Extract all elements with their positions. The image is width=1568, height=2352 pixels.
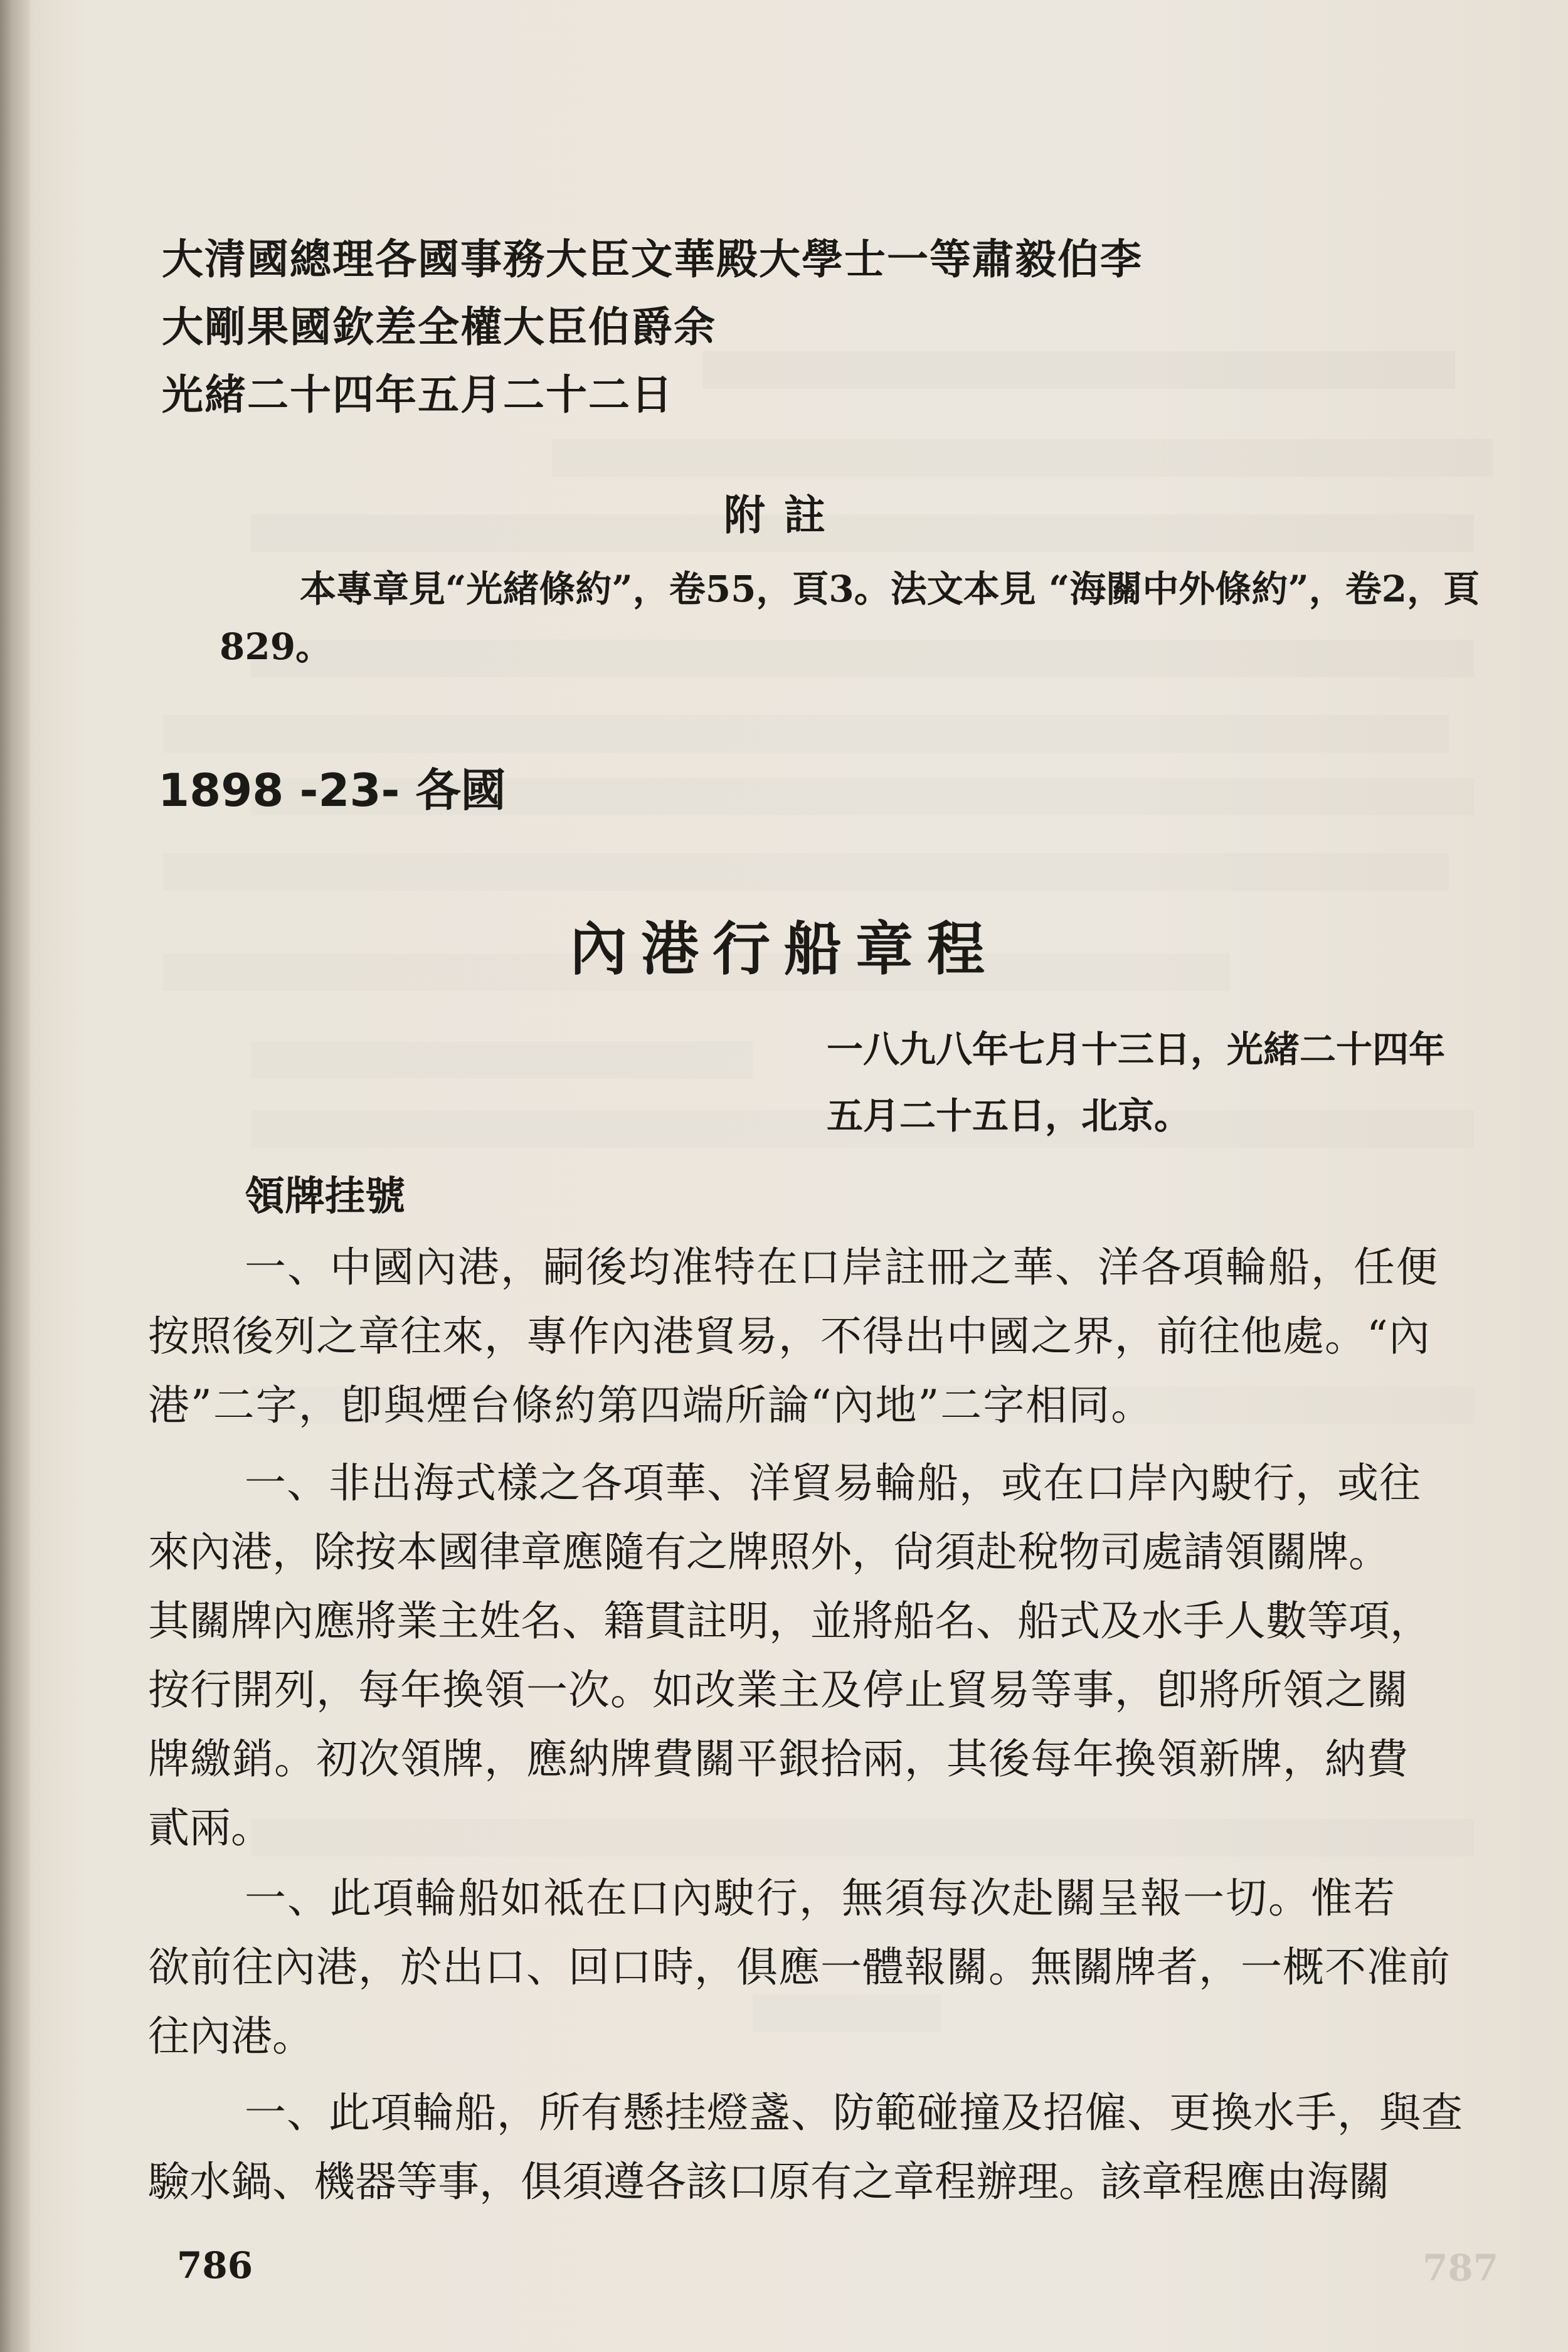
note-line-1: 本專章見“光緒條約”，卷55，頁3。法文本見 “海關中外條約”，卷2，頁 bbox=[300, 568, 1480, 610]
treaty-title: 內港行船章程 bbox=[569, 915, 999, 983]
page-number: 786 bbox=[177, 2244, 253, 2287]
section-heading: 領牌挂號 bbox=[245, 1173, 405, 1220]
body-line: 按行開列，每年換領一次。如改業主及停止貿易等事，卽將所領之關 bbox=[148, 1666, 1409, 1714]
date-place-line-2: 五月二十五日，北京。 bbox=[827, 1094, 1191, 1137]
body-line: 一、中國內港，嗣後均准特在口岸註冊之華、洋各項輪船，任便 bbox=[245, 1243, 1439, 1291]
signatory-line-1: 大清國總理各國事務大臣文華殿大學士一等肅毅伯李 bbox=[162, 235, 1143, 283]
body-line: 欲前往內港，於出口、回口時，俱應一體報關。無關牌者，一概不准前 bbox=[148, 1943, 1451, 1991]
body-line: 來內港，除按本國律章應隨有之牌照外，尙須赴稅物司處請領關牌。 bbox=[148, 1528, 1390, 1576]
body-line: 一、非出海式樣之各項華、洋貿易輪船，或在口岸內駛行，或往 bbox=[245, 1459, 1421, 1507]
body-line: 其關牌內應將業主姓名、籍貫註明，並將船名、船式及水手人數等項， bbox=[148, 1597, 1431, 1645]
date-place-line-1: 一八九八年七月十三日，光緒二十四年 bbox=[827, 1028, 1446, 1071]
body-line: 一、此項輪船如祗在口內駛行，無須每次赴關呈報一切。惟若 bbox=[245, 1874, 1396, 1922]
signatory-line-2: 大剛果國欽差全權大臣伯爵余 bbox=[162, 302, 716, 351]
body-line: 一、此項輪船，所有懸挂燈盞、防範碰撞及招僱、更換水手，與查 bbox=[245, 2089, 1463, 2137]
body-line: 港”二字，卽與煙台條約第四端所論“內地”二字相同。 bbox=[148, 1381, 1154, 1429]
body-line: 貳兩。 bbox=[148, 1804, 272, 1852]
signatory-date: 光緒二十四年五月二十二日 bbox=[162, 370, 674, 419]
treaty-identifier: 1898 -23- 各國 bbox=[158, 764, 506, 817]
body-line: 往內港。 bbox=[148, 2012, 314, 2060]
facing-page-number: 787 bbox=[1422, 2247, 1499, 2289]
body-line: 牌繳銷。初次領牌，應納牌費關平銀拾兩，其後每年換領新牌，納費 bbox=[148, 1735, 1409, 1783]
note-line-2: 829。 bbox=[220, 625, 332, 668]
body-line: 按照後列之章往來，專作內港貿易，不得出中國之界，前往他處。“內 bbox=[148, 1312, 1431, 1360]
note-heading: 附註 bbox=[724, 490, 844, 539]
body-line: 驗水鍋、機器等事，俱須遵各該口原有之章程辦理。該章程應由海關 bbox=[148, 2158, 1390, 2206]
